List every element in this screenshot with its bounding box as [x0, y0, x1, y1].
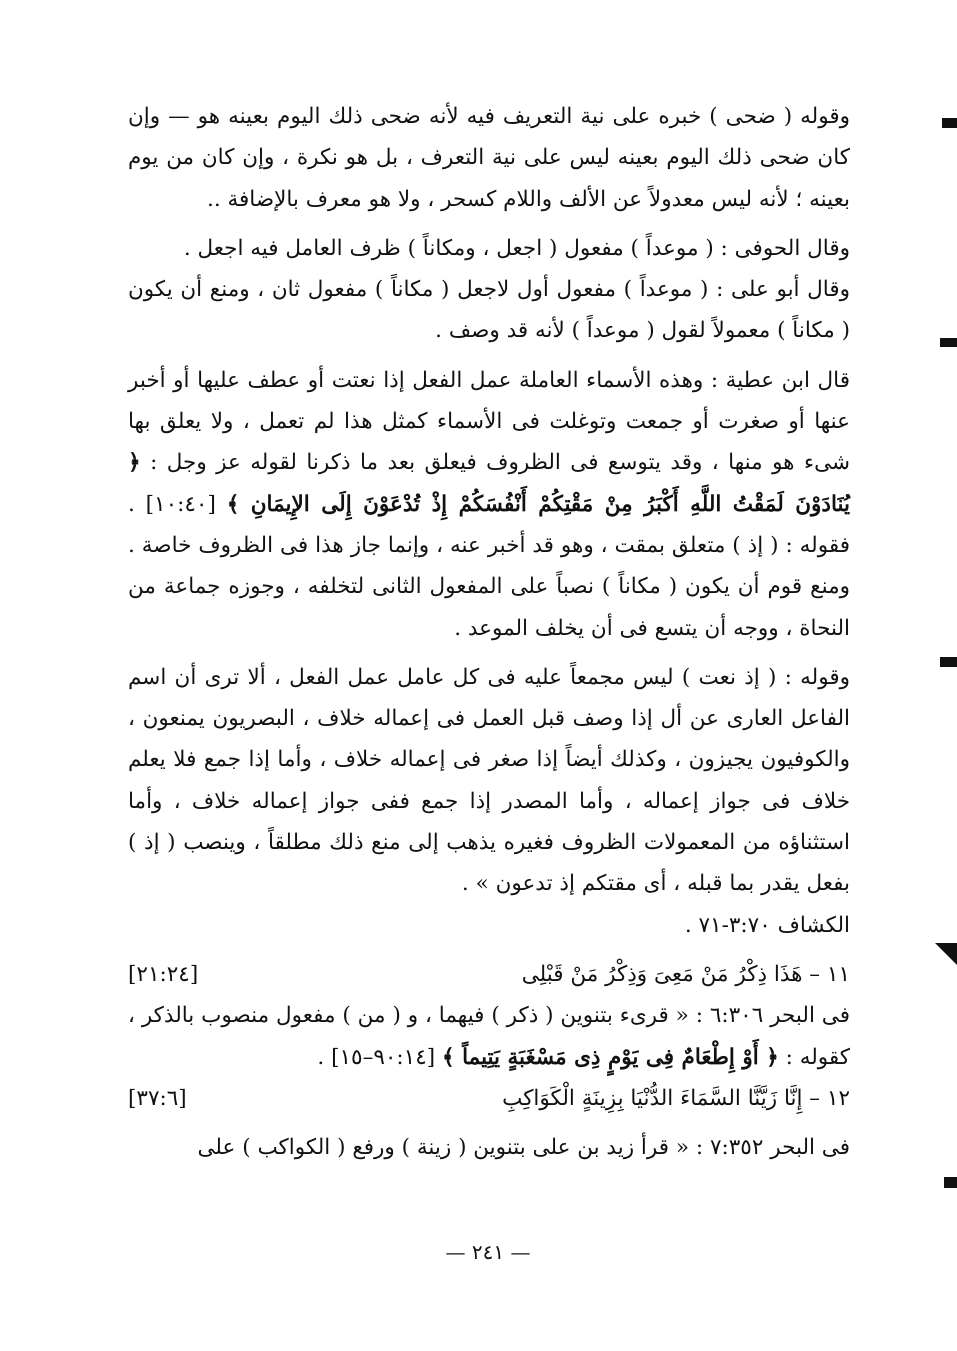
verse-11-quote: ﴿ أَوْ إِطْعَامٌ فِى يَوْمٍ ذِى مَسْغَبَةٍ يَتِيماً ﴾: [442, 1044, 779, 1070]
paragraph-verse-11: [128, 995, 850, 1078]
paragraph-abu-ali: وقال أبو على : ( موعداً ) مفعول أول لاجعل ( مكاناً ) مفعول ثان ، ومنع أن يكون ( مكاناً ) معمولاً لقول ( موعداً ) لأنه قد وصف .: [128, 277, 850, 344]
quran-quote: ﴿ يُنَادَوْنَ لَمَقْتُ اللَّهِ أَكْبَرُ مِنْ مَقْتِكُمْ أَنْفُسَكُمْ إِذْ تُدْعَوْنَ إِلَى الإِيمَانِ ﴾: [128, 450, 851, 517]
margin-mark: [940, 338, 957, 347]
paragraph-duha: وقوله ( ضحى ) خبره على نية التعريف فيه لأنه ضحى ذلك اليوم بعينه هو — وإن كان ضحى ذلك اليوم بعينه ليس على نية التعرف ، بل هو نكرة ، وإن كان من يوم بعينه ؛ لأنه ليس معدولاً عن الألف واللام كسحر ، ولا هو معرف بالإضافة ..: [128, 104, 850, 212]
paragraph-ibn-atiyya: [128, 360, 850, 649]
verse-11-ref: [٢١:٢٤]: [128, 961, 199, 987]
margin-mark: [944, 1177, 957, 1188]
verse-11: [128, 954, 850, 995]
paragraph-idh-naat: وقوله : ( إذ نعت ) ليس مجمعاً عليه فى كل عامل عمل الفعل ، ألا ترى أن اسم الفاعل العارى عن أل إذا وصف قبل العمل فى إعماله خلاف ، البصريون يمنعون ، والكوفيون يجيزون ، وكذلك أيضاً إذا صغر فى إعماله خلاف ، وأما إذا جمع فلا يعلم خلاف فى جواز إعماله ، وأما المصدر إذا جمع ففى جواز إعماله خلاف ، وأما استثناؤه من المعمولات الظروف فغيره يذهب إلى منع ذلك مطلقاً ، وينصب ( إذ ) بفعل يقدر بما قبله ، أى مقتكم إذ تدعون » .: [128, 664, 850, 897]
paragraph-verse-12: فى البحر ٧:٣٥٢ : « قرأ زيد بن على بتنوين ( زينة ) ورفع ( الكواكب ) على: [197, 1135, 850, 1161]
main-text: [128, 96, 850, 1168]
page-number: — ٢٤١ —: [445, 1240, 531, 1264]
paragraph-hawfi: وقال الحوفى : ( موعداً ) مفعول ( اجعل ، ومكاناً ) ظرف العامل فيه اجعل .: [183, 235, 850, 261]
margin-mark: [942, 118, 957, 128]
corner-mark: [935, 943, 957, 965]
verse-12-text: ١٢ – إِنَّا زَيَّنَّا السَّمَاءَ الدُّنْيَا بِزِينَةٍ الْكَوَاكِبِ: [502, 1085, 850, 1111]
verse-12: [128, 1078, 850, 1119]
after-quote-text: [١٠:٤٠] . فقوله : ( إذ ) متعلق بمقت ، وهو قد أخبر عنه ، وإنما جاز هذا فى الظروف خاصة . ومنع قوم أن يكون ( مكاناً ) نصباً على المفعول الثانى لتخلفه ، وجوزه جماعة من النحاة ، ووجه أن يتسع فى أن يخلف الموعد .: [128, 491, 850, 641]
source-kashshaf: الكشاف ٣:٧٠-٧١ .: [684, 912, 850, 938]
verse-11-text: ١١ – هَذَا ذِكْرُ مَنْ مَعِىَ وَذِكْرُ مَنْ قَبْلِى: [521, 961, 850, 987]
verse-11-comment: فى البحر ٦:٣٠٦ : « قرىء بتنوين ( ذكر ) فيهما ، و ( من ) مفعول منصوب بالذكر ، كقوله :: [128, 1003, 850, 1070]
ibn-atiyya-text: قال ابن عطية : وهذه الأسماء العاملة عمل الفعل إذا نعتت أو عطف عليها أو أخبر عنها أو صغرت أو جمعت وتوغلت فى الأسماء كمثل هذا لم تعمل ، ولا يعلق بها شىء هو منها ، وقد يتوسع فى الظروف فيعلق بعد ما ذكرنا لقوله عز وجل :: [128, 367, 850, 476]
margin-mark: [940, 657, 957, 667]
verse-12-ref: [٣٧:٦]: [128, 1085, 187, 1111]
verse-11-quote-ref: [٩٠:١٤–١٥] .: [317, 1044, 436, 1070]
